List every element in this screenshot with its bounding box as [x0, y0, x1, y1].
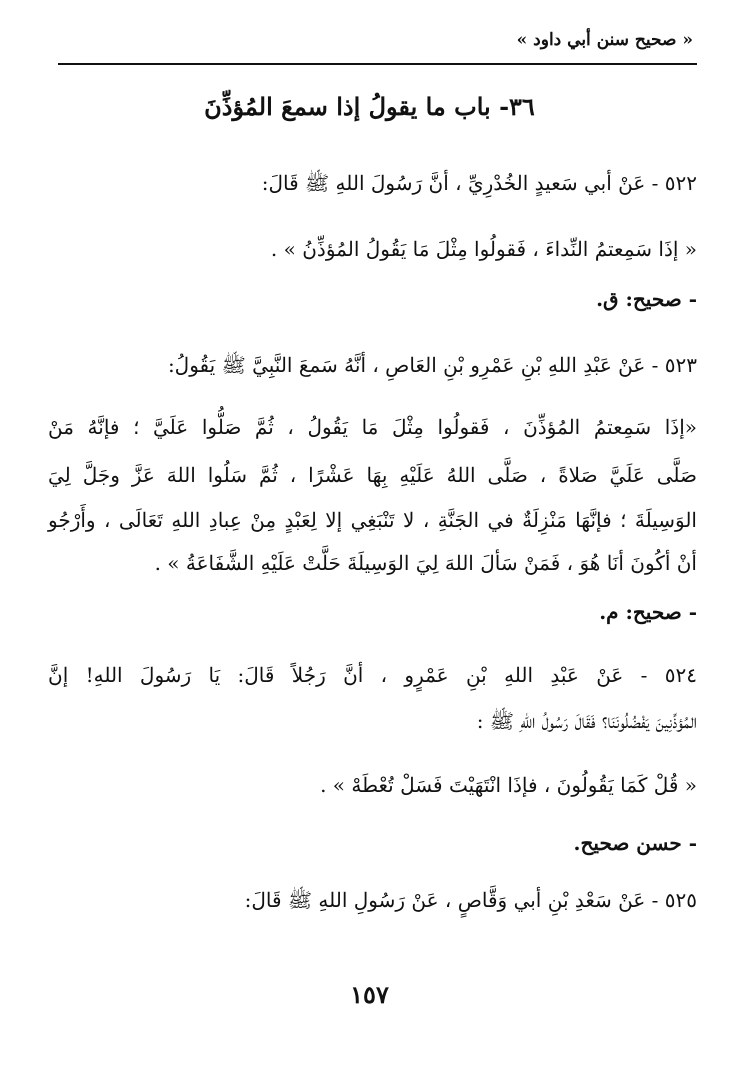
hadith-523-intro: ٥٢٣ - عَنْ عَبْدِ اللهِ بْنِ عَمْرِو بْنِ العَاصِ ، أنَّهُ سَمعَ النَّبِيَّ ﷺ يَقُولُ:: [167, 353, 697, 377]
hadith-522-intro: ٥٢٢ - عَنْ أبي سَعيدٍ الخُدْرِيِّ ، أنَّ رَسُولَ اللهِ ﷺ قَالَ:: [261, 171, 697, 195]
hadith-524-intro-line-1: ٥٢٤ - عَنْ عَبْدِ اللهِ بْنِ عَمْرٍو ، أنَّ رَجُلاً قَالَ: يَا رَسُولَ اللهِ! إنَّ: [48, 663, 697, 687]
hadith-522-grading: - صحيح: ق.: [596, 287, 697, 311]
hadith-522-text: « إذَا سَمِعتمُ النِّداءَ ، فَقولُوا مِثْلَ مَا يَقُولُ المُؤذِّنُ » .: [270, 237, 697, 261]
hadith-525-intro: ٥٢٥ - عَنْ سَعْدِ بْنِ أبي وَقَّاصٍ ، عَنْ رَسُولِ اللهِ ﷺ قَالَ:: [244, 888, 697, 912]
hadith-523-text-line-4: أنْ أكُونَ أنَا هُوَ ، فَمَنْ سَألَ اللهَ لِيَ الوَسِيلَةَ حَلَّتْ عَلَيْهِ الشَّفَاعَةُ » .: [154, 551, 697, 575]
hadith-524-intro-line-2: المُؤذِّنِينَ يَفْضُلُونَنَا؟ فَقَالَ رَسُولُ اللهِ ﷺ :: [476, 709, 697, 733]
hadith-523-text-line-1: «إذَا سَمِعتمُ المُؤذِّنَ ، فَقولُوا مِثْلَ مَا يَقُولُ ، ثُمَّ صَلُّوا عَلَيَّ ؛ فإنَّهُ مَنْ: [48, 415, 697, 439]
header-divider: [58, 63, 697, 65]
running-header: « صحيح سنن أبي داود »: [516, 30, 693, 50]
page-number: ١٥٧: [350, 980, 389, 1009]
chapter-title: ٣٦- باب ما يقولُ إذا سمعَ المُؤذِّنَ: [204, 92, 535, 121]
hadith-523-text-line-2: صَلَّى عَلَيَّ صَلاةً ، صَلَّى اللهُ عَلَيْهِ بِهَا عَشْرًا ، ثُمَّ سَلُوا اللهَ عَزَّ وجَلَّ لِيَ: [48, 463, 697, 487]
hadith-523-text-line-3: الوَسِيلَةَ ؛ فإنَّهَا مَنْزِلَةٌ في الجَنَّةِ ، لا تَنْبَغِي إلا لِعَبْدٍ مِنْ عِبادِ اللهِ تَعَالَى ، وأَرْجُو: [48, 508, 697, 532]
hadith-523-grading: - صحيح: م.: [599, 600, 697, 624]
hadith-524-grading: - حسن صحيح.: [573, 831, 697, 855]
hadith-524-text: « قُلْ كَمَا يَقُولُونَ ، فإذَا انْتَهَيْتَ فَسَلْ تُعْطَهْ » .: [320, 773, 697, 797]
